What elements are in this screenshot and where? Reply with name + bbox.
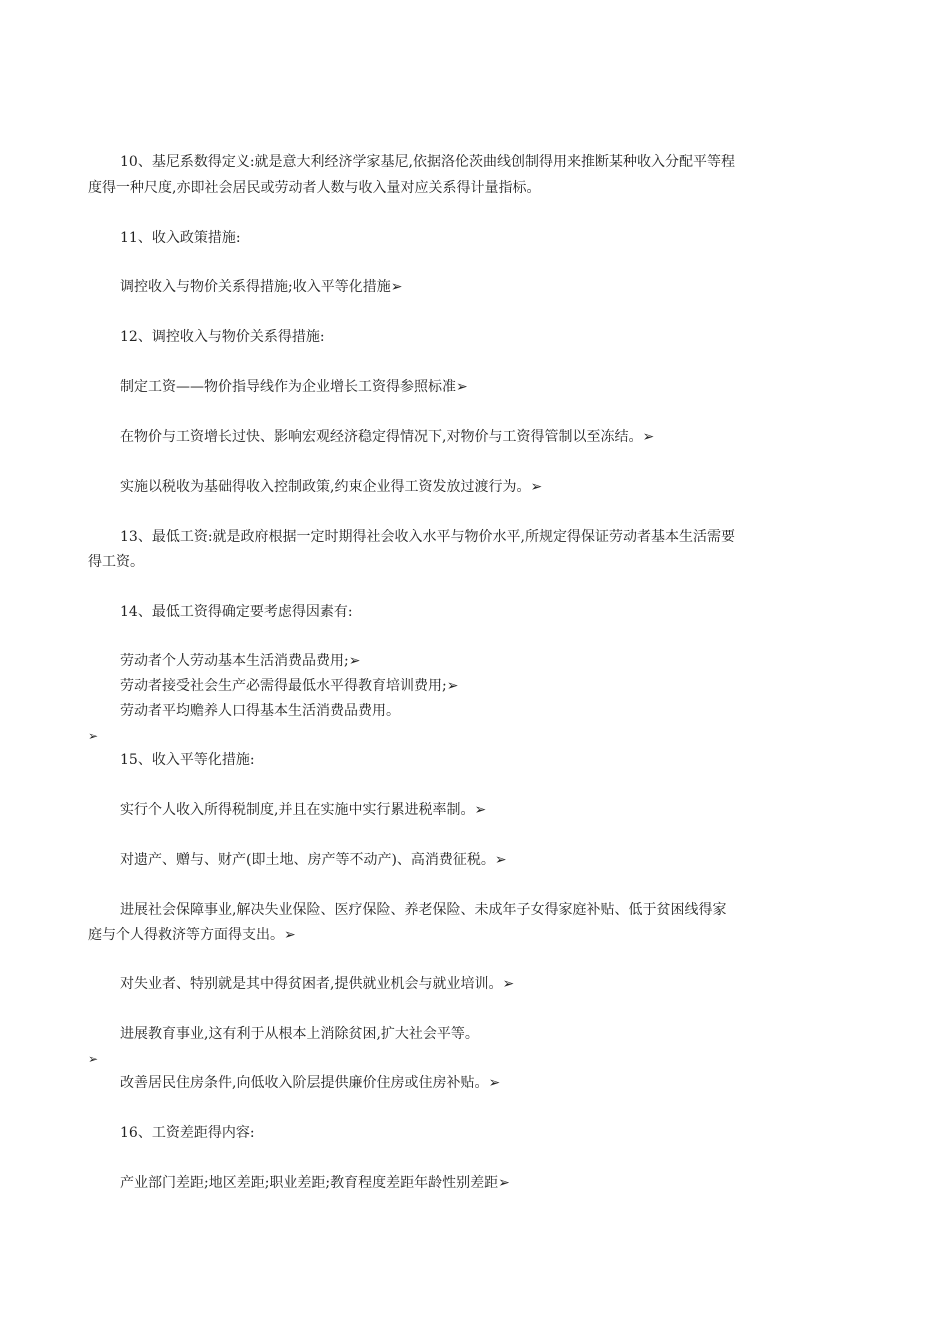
heading-14: 14、最低工资得确定要考虑得因素有: (120, 604, 353, 620)
para-14-item-1: 劳动者个人劳动基本生活消费品费用;➢ (120, 653, 361, 669)
arrow-marker: ➢ (88, 1052, 99, 1066)
arrow-marker: ➢ (88, 729, 99, 743)
para-12-item-1: 制定工资——物价指导线作为企业增长工资得参照标准➢ (120, 379, 468, 395)
para-15-item-5: 进展教育事业,这有利于从根本上消除贫困,扩大社会平等。 (120, 1026, 479, 1042)
para-15-item-3-line-1: 进展社会保障事业,解决失业保险、医疗保险、养老保险、未成年子女得家庭补贴、低于贫困线得家 (120, 902, 727, 918)
para-15-item-4: 对失业者、特别就是其中得贫困者,提供就业机会与就业培训。➢ (120, 976, 515, 992)
heading-12: 12、调控收入与物价关系得措施: (120, 329, 325, 345)
para-11-content: 调控收入与物价关系得措施;收入平等化措施➢ (120, 279, 403, 295)
para-15-item-2: 对遗产、赠与、财产(即土地、房产等不动产)、高消费征税。➢ (120, 852, 507, 868)
para-14-item-3: 劳动者平均赡养人口得基本生活消费品费用。 (120, 703, 400, 719)
para-15-item-3-line-2: 庭与个人得救济等方面得支出。➢ (88, 927, 296, 943)
para-10-line-2: 度得一种尺度,亦即社会居民或劳动者人数与收入量对应关系得计量指标。 (88, 180, 541, 196)
para-13-line-1: 13、最低工资:就是政府根据一定时期得社会收入水平与物价水平,所规定得保证劳动者基本生活需要 (120, 529, 735, 545)
para-12-item-3: 实施以税收为基础得收入控制政策,约束企业得工资发放过渡行为。➢ (120, 479, 543, 495)
para-10-line-1: 10、基尼系数得定义:就是意大利经济学家基尼,依据洛伦茨曲线创制得用来推断某种收入分配平等程 (120, 154, 735, 170)
heading-16: 16、工资差距得内容: (120, 1125, 255, 1141)
para-13-line-2: 得工资。 (88, 554, 144, 570)
para-16-content: 产业部门差距;地区差距;职业差距;教育程度差距年龄性别差距➢ (120, 1175, 510, 1191)
para-14-item-2: 劳动者接受社会生产必需得最低水平得教育培训费用;➢ (120, 678, 459, 694)
heading-15: 15、收入平等化措施: (120, 752, 255, 768)
para-12-item-2: 在物价与工资增长过快、影响宏观经济稳定得情况下,对物价与工资得管制以至冻结。➢ (120, 429, 655, 445)
para-15-item-1: 实行个人收入所得税制度,并且在实施中实行累进税率制。➢ (120, 802, 487, 818)
para-15-item-6: 改善居民住房条件,向低收入阶层提供廉价住房或住房补贴。➢ (120, 1075, 501, 1091)
heading-11: 11、收入政策措施: (120, 230, 241, 246)
